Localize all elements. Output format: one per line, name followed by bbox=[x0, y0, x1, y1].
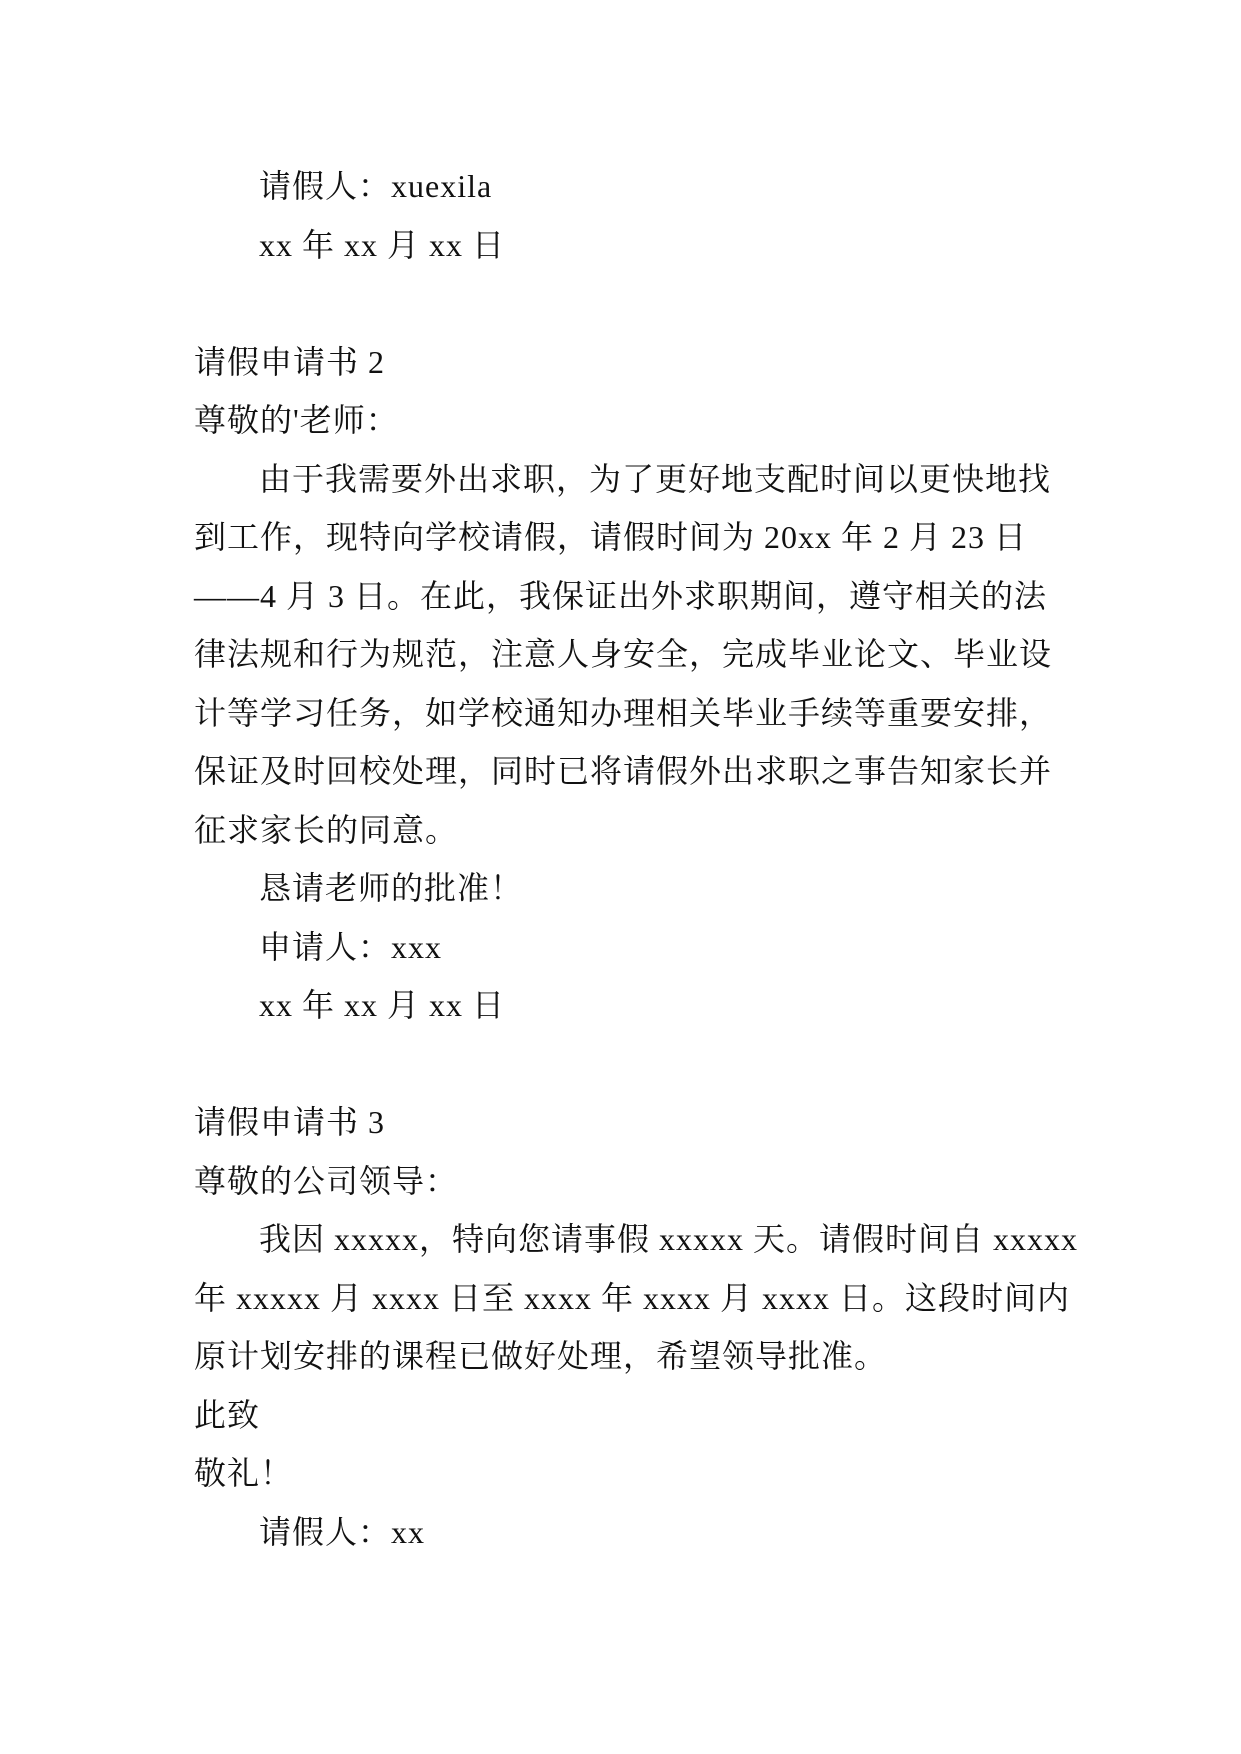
closing-line: 敬礼！ bbox=[194, 1455, 294, 1491]
signer-line: 申请人：xxx bbox=[259, 928, 443, 965]
body-line: 由于我需要外出求职，为了更好地支配时间以更快地找 bbox=[259, 460, 1052, 497]
body-line: 我因 xxxxx，特向您请事假 xxxxx 天。请假时间自 xxxxx bbox=[259, 1221, 1079, 1257]
closing-line: 恳请老师的批准！ bbox=[259, 870, 524, 906]
signer-line: 请假人：xuexila bbox=[259, 168, 493, 204]
previous-letter-tail bbox=[194, 157, 1154, 274]
letter-2 bbox=[194, 333, 1154, 1035]
letter-title: 请假申请书 2 bbox=[194, 343, 386, 380]
body-line: 征求家长的同意。 bbox=[194, 811, 459, 848]
date-line: xx 年 xx 月 xx 日 bbox=[259, 226, 506, 263]
body-line: 律法规和行为规范，注意人身安全，完成毕业论文、毕业设 bbox=[194, 636, 1053, 672]
body-line: 计等学习任务，如学校通知办理相关毕业手续等重要安排， bbox=[194, 694, 1053, 731]
body-line: 到工作，现特向学校请假，请假时间为 20xx 年 2 月 23 日 bbox=[194, 519, 1028, 555]
letter-3 bbox=[194, 1093, 1154, 1561]
signer-line: 请假人：xx bbox=[259, 1513, 426, 1550]
letter-title: 请假申请书 3 bbox=[194, 1104, 386, 1140]
salutation: 尊敬的公司领导： bbox=[194, 1162, 459, 1199]
salutation: 尊敬的'老师： bbox=[194, 402, 399, 438]
date-line: xx 年 xx 月 xx 日 bbox=[259, 987, 506, 1023]
body-line: ——4 月 3 日。在此，我保证出外求职期间，遵守相关的法 bbox=[194, 577, 1048, 614]
blank-spacer bbox=[194, 1035, 1154, 1094]
closing-line: 此致 bbox=[194, 1396, 261, 1433]
document-content bbox=[194, 157, 1154, 1561]
blank-spacer bbox=[194, 274, 1154, 333]
body-line: 保证及时回校处理，同时已将请假外出求职之事告知家长并 bbox=[194, 753, 1053, 789]
body-line: 年 xxxxx 月 xxxx 日至 xxxx 年 xxxx 月 xxxx 日。这段时间内 bbox=[194, 1279, 1071, 1316]
body-line: 原计划安排的课程已做好处理，希望领导批准。 bbox=[194, 1338, 888, 1374]
